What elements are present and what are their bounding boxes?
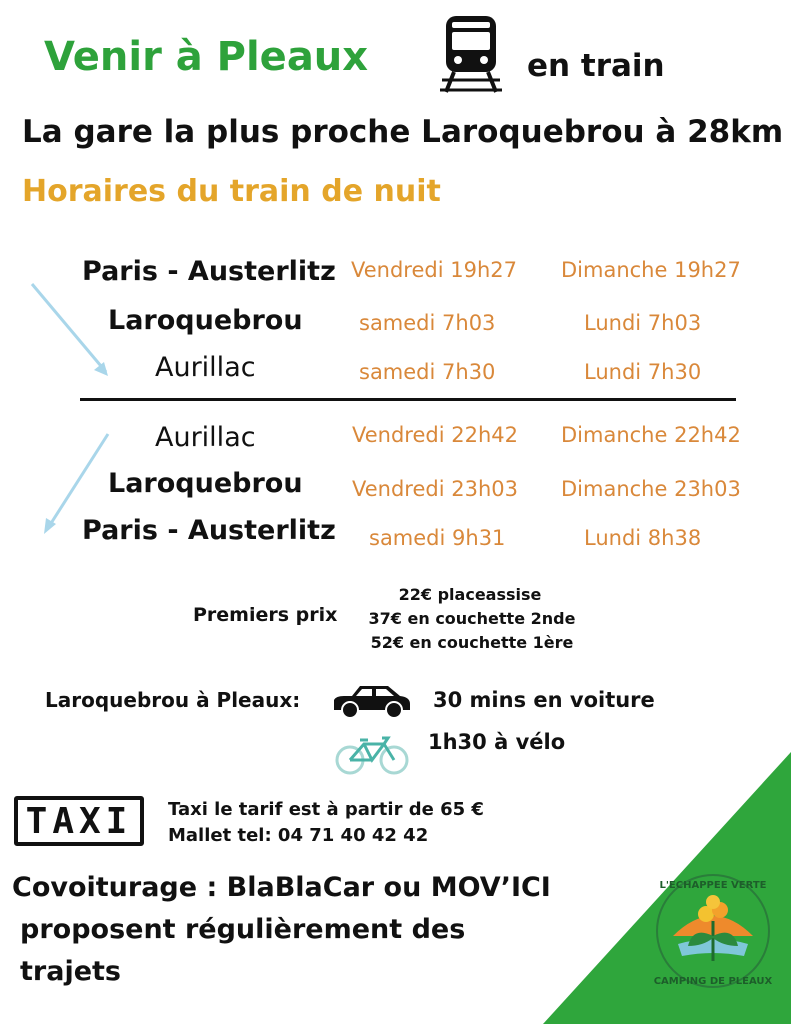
page-title: Venir à Pleaux (44, 34, 369, 80)
arrival-time: samedi 7h30 (359, 360, 496, 384)
transfer-label: Laroquebrou à Pleaux: (45, 688, 301, 712)
nearest-station: La gare la plus proche Laroquebrou à 28km (22, 114, 784, 150)
departure-time: Vendredi 23h03 (352, 477, 518, 501)
train-icon (440, 14, 502, 96)
arrival-time: Lundi 7h30 (584, 360, 702, 384)
station-name: Aurillac (155, 422, 256, 453)
carpool-line: proposent régulièrement des (20, 914, 466, 945)
section-divider (80, 398, 736, 401)
departure-time: Dimanche 22h42 (561, 423, 741, 447)
station-name: Paris - Austerlitz (82, 515, 336, 546)
taxi-price: Taxi le tarif est à partir de 65 € (168, 799, 484, 820)
departure-time: Vendredi 19h27 (351, 258, 517, 282)
station-name: Aurillac (155, 352, 256, 383)
station-name: Laroquebrou (108, 468, 303, 499)
station-name: Paris - Austerlitz (82, 256, 336, 287)
title-suffix: en train (527, 48, 665, 84)
departure-time: Vendredi 22h42 (352, 423, 518, 447)
arrow-down-icon (28, 280, 118, 382)
arrival-time: Lundi 8h38 (584, 526, 702, 550)
station-name: Laroquebrou (108, 305, 303, 336)
arrival-time: samedi 9h31 (369, 526, 506, 550)
taxi-phone: Mallet tel: 04 71 40 42 42 (168, 825, 429, 846)
schedule-heading: Horaires du train de nuit (22, 174, 441, 209)
price-item: 37€ en couchette 2nde (368, 609, 576, 628)
carpool-line: trajets (20, 956, 121, 987)
camping-logo (648, 866, 778, 996)
arrival-time: Lundi 7h03 (584, 311, 702, 335)
svg-text:CAMPING DE PLEAUX: CAMPING DE PLEAUX (653, 976, 773, 987)
departure-time: Dimanche 19h27 (561, 258, 741, 282)
taxi-sign: TAXI (14, 796, 144, 846)
car-icon (330, 680, 414, 722)
price-item: 52€ en couchette 1ère (370, 633, 574, 652)
prices-label: Premiers prix (193, 604, 338, 626)
bicycle-icon (334, 730, 410, 776)
price-item: 22€ placeassise (398, 585, 542, 604)
bike-duration: 1h30 à vélo (428, 730, 566, 754)
svg-text:L'ECHAPPEE VERTE: L'ECHAPPEE VERTE (659, 880, 767, 891)
departure-time: Dimanche 23h03 (561, 477, 741, 501)
carpool-line: Covoiturage : BlaBlaCar ou MOV’ICI (12, 872, 551, 903)
arrival-time: samedi 7h03 (359, 311, 496, 335)
car-duration: 30 mins en voiture (433, 688, 655, 712)
